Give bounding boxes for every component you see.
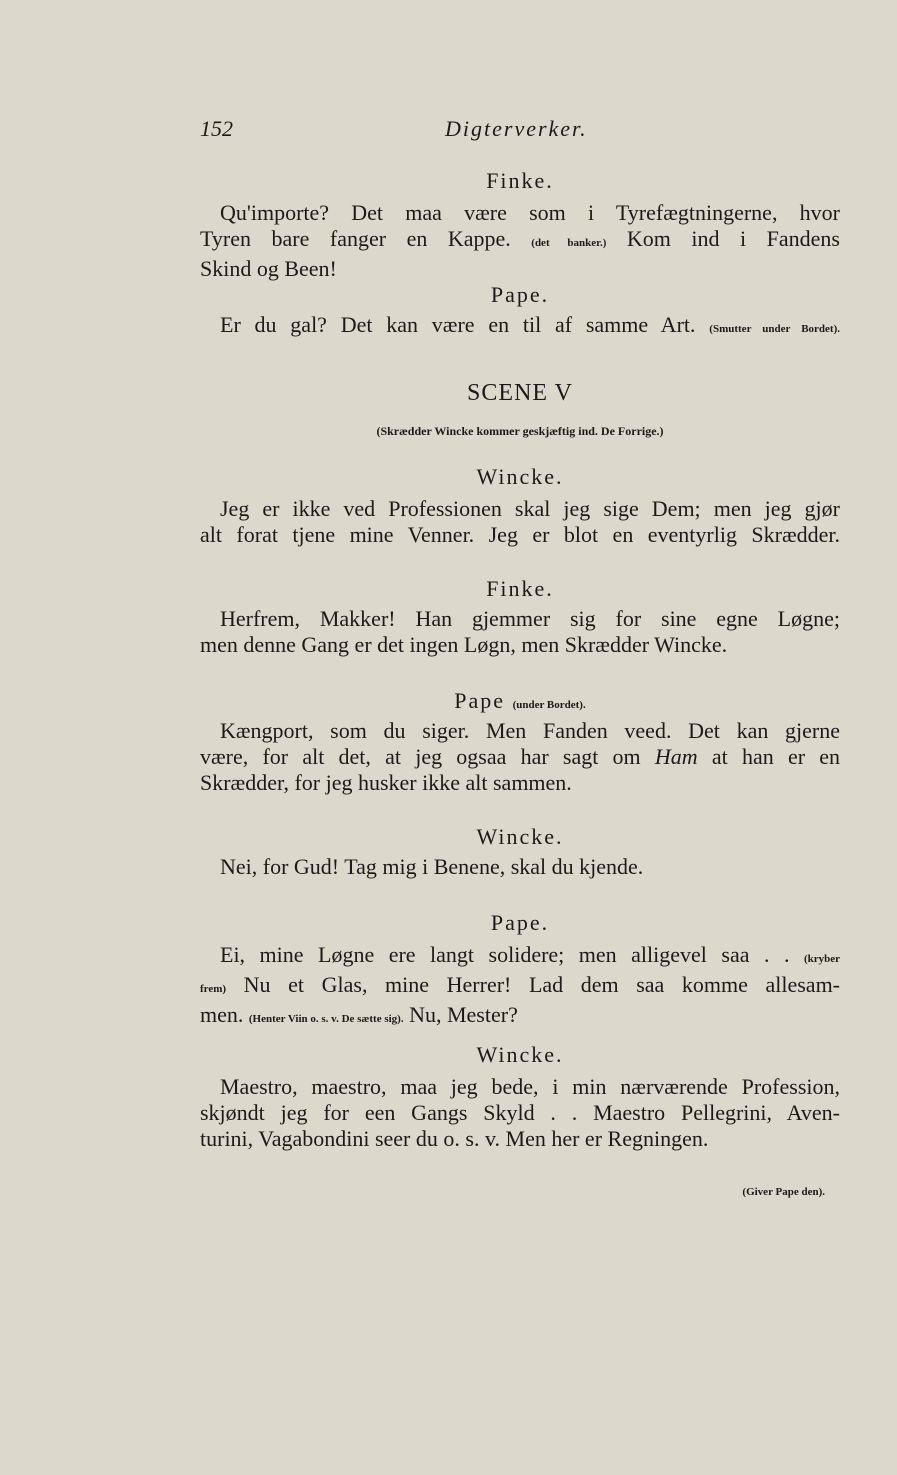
speech-line: turini, Vagabondini seer du o. s. v. Men her er Regningen. (200, 1126, 709, 1151)
speaker-name: Pape (under Bordet). (454, 688, 586, 713)
stage-direction: (det banker.) (531, 237, 607, 249)
running-title: Digterverker. (445, 116, 588, 141)
speech-line: men denne Gang er det ingen Løgn, men Skrædder Wincke. (200, 632, 728, 657)
scene-direction: (Skrædder Wincke kommer geskjæftig ind. De Forrige.) (376, 424, 664, 438)
speech-line: Er du gal? Det kan være en til af samme Art. (Smutter under Bordet). (220, 312, 841, 337)
speech (200, 1074, 840, 1152)
speech-line: være, for alt det, at jeg ogsaa har sagt om Ham at han er en (200, 744, 841, 769)
speech-line: men. (Henter Viin o. s. v. De sætte sig). Nu, Mester? (200, 1002, 518, 1027)
speech-line: Kængport, som du siger. Men Fanden veed. Det kan gjerne (220, 718, 840, 743)
speech-line: Maestro, maestro, maa jeg bede, i min nærværende Profession, (220, 1074, 840, 1099)
speech-line: skjøndt jeg for een Gangs Skyld . . Maestro Pellegrini, Aven- (200, 1100, 840, 1125)
speech-line: Qu'importe? Det maa være som i Tyrefægtningerne, hvor (220, 200, 840, 225)
speech (200, 200, 840, 282)
speech-line: alt forat tjene mine Venner. Jeg er blot en eventyrlig Skrædder. (200, 522, 840, 547)
emphasis: Ham (654, 744, 698, 769)
stage-direction: (under Bordet). (512, 699, 586, 711)
speech-line: Nei, for Gud! Tag mig i Benene, skal du kjende. (220, 854, 644, 879)
speech (200, 496, 840, 548)
stage-direction: (Henter Viin o. s. v. De sætte sig). (248, 1013, 404, 1025)
stage-direction: frem) (200, 983, 227, 995)
speaker-name: Finke. (486, 576, 554, 601)
scene-title: SCENE V (467, 380, 573, 406)
speech-line: Ei, mine Løgne ere langt solidere; men alligevel saa . . (kryber (220, 942, 841, 967)
speaker-name: Wincke. (476, 464, 564, 489)
speech (200, 942, 840, 1032)
speech (200, 718, 840, 796)
speaker-name: Pape. (490, 282, 550, 307)
speaker-name: Finke. (486, 168, 554, 193)
speech-line: Tyren bare fanger en Kappe. (det banker.) Kom ind i Fandens (200, 226, 840, 251)
speech (200, 854, 840, 880)
speaker-name: Pape. (490, 910, 550, 935)
speech-line: Skind og Been! (200, 256, 337, 281)
speech-line: Herfrem, Makker! Han gjemmer sig for sine egne Løgne; (220, 606, 840, 631)
speech-line: Jeg er ikke ved Professionen skal jeg sige Dem; men jeg gjør (220, 496, 840, 521)
speech-line: frem) Nu et Glas, mine Herrer! Lad dem saa komme allesam- (200, 972, 841, 997)
stage-direction: (Giver Pape den). (742, 1186, 825, 1198)
speaker-name: Wincke. (476, 1042, 564, 1067)
speech (200, 312, 840, 342)
speech-line: Skrædder, for jeg husker ikke alt sammen. (200, 770, 572, 795)
running-header (200, 116, 840, 146)
page-number: 152 (200, 116, 233, 141)
speech (200, 606, 840, 658)
speaker-name: Wincke. (476, 824, 564, 849)
stage-direction: (kryber (803, 953, 841, 965)
stage-direction: (Smutter under Bordet). (709, 323, 841, 335)
